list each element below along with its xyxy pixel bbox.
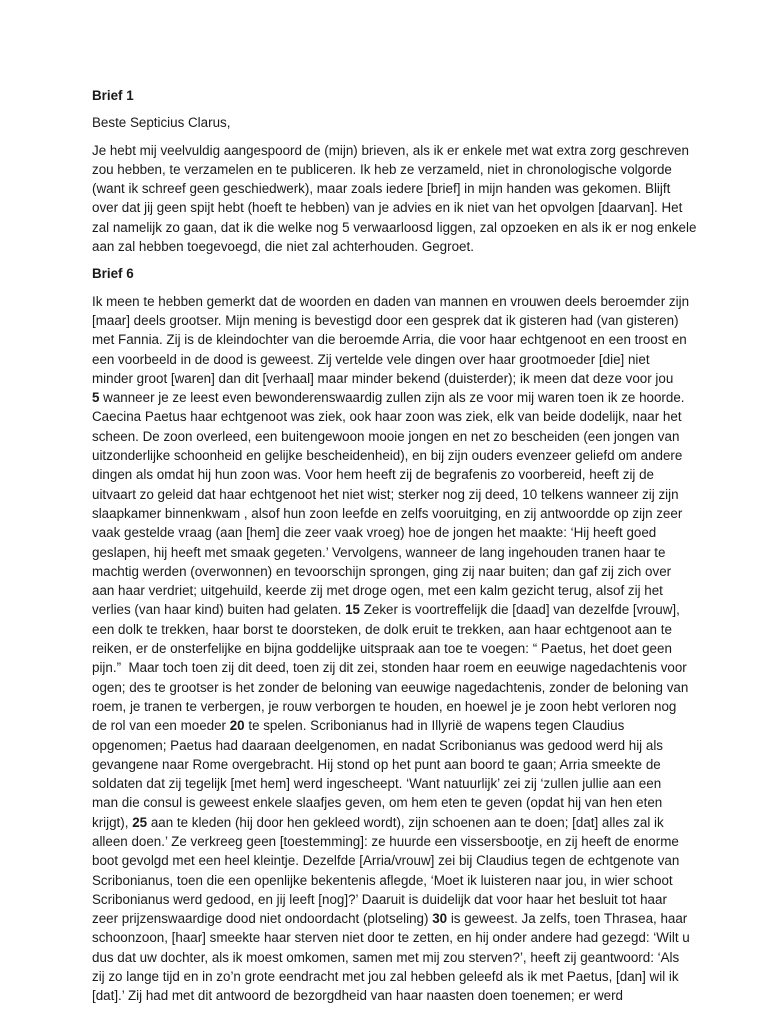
- line-text: aan te kleden (hij door hen gekleed wordt), zijn schoenen aan te doen; [dat] alles zal ik: [147, 814, 664, 830]
- text-line: (want ik schreef geen geschiedwerk), maar zoals iedere [brief] in mijn handen was gekomen. Blijft: [92, 181, 671, 197]
- line-text: wanneer je ze leest even bewonderenswaardig zullen zijn als ze voor mij waren toen ik ze hoorde.: [99, 390, 685, 406]
- line-text: ogen; des te grootser is het zonder de beloning van eeuwige nagedachtenis, zonder de beloning van: [92, 679, 689, 695]
- line-text: Caecina Paetus haar echtgenoot was ziek, ook haar zoon was ziek, elk van beide dodelijk, naar het: [92, 409, 682, 425]
- text-line: [92, 967, 688, 986]
- brief-6-body: [92, 292, 688, 1006]
- line-text: Scribonianus, toen die een openlijke bekentenis aflegde, ‘Moet ik luisteren naar jou, in wier schoot: [92, 872, 673, 888]
- text-line: [92, 620, 688, 639]
- text-line: [92, 465, 688, 484]
- line-text: aan haar verdriet; uitgehuild, keerde zij met droge ogen, met een kalm gezicht terug, alsof zij het: [92, 583, 663, 599]
- line-text: uitvaart zo geleid dat haar echtgenoot het niet wist; sterker nog zij deed, 10 telkens wanneer zij zijn: [92, 486, 679, 502]
- text-line: [92, 485, 688, 504]
- line-text: uitzonderlijke schoonheid en gelijke bescheidenheid), en bij zijn ouders evenzeer geliefd om andere: [92, 448, 683, 464]
- text-line: [92, 600, 688, 619]
- text-line: [92, 369, 688, 388]
- text-line: [92, 871, 688, 890]
- text-line: [92, 543, 688, 562]
- line-text: pijn.” Maar toch toen zij dit deed, toen zij dit zei, stonden haar roem en eeuwige nagedachtenis voor: [92, 660, 687, 676]
- text-line: [92, 793, 688, 812]
- text-line: [92, 523, 688, 542]
- line-text: gevangene naar Rome overgebracht. Hij stond op het punt aan boord te gaan; Arria smeekte de: [92, 756, 661, 772]
- text-line: [92, 330, 688, 349]
- text-line: [92, 755, 688, 774]
- text-line: over dat jij geen spijt hebt (hoeft te hebben) van je advies en ik niet van het opvolgen [daarvan]. Het: [92, 200, 683, 216]
- text-line: [92, 890, 688, 909]
- line-text: machtig werden (overwonnen) en tevoorschijn sprongen, ging zij naar buiten; dan gaf zij zich over: [92, 563, 672, 579]
- line-number-marker: 30: [432, 911, 448, 927]
- line-text: verlies (van haar kind) buiten had gelaten.: [92, 602, 346, 618]
- text-line: [92, 639, 688, 658]
- text-line: [92, 697, 688, 716]
- text-line: [92, 832, 688, 851]
- line-text: Scribonianus werd gedood, en jij leeft [nog]?’ Daaruit is duidelijk dat voor haar het besluit tot haar: [92, 891, 667, 907]
- line-text: vaak gestelde vraag (aan [hem] die zeer vaak vroeg) hoe de jongen het maakte: ‘Hij heeft goed: [92, 525, 657, 541]
- line-text: de rol van een moeder: [92, 718, 230, 734]
- text-line: [92, 350, 688, 369]
- text-line: zou hebben, te verzamelen en te publiceren. Ik heb ze verzameld, niet in chronologische volgorde: [92, 161, 672, 177]
- brief-1-salutation: Beste Septicius Clarus,: [92, 115, 231, 131]
- line-text: een voorbeeld in de dood is geweest. Zij vertelde vele dingen over haar grootmoeder [die] niet: [92, 351, 650, 367]
- line-text: geslapen, hij heeft met smaak gegeten.’ Vervolgens, wanneer de lang ingehouden tranen haar te: [92, 544, 666, 560]
- text-line: [92, 909, 688, 928]
- text-line: [92, 928, 688, 947]
- line-text: schoonzoon, [haar] smeekte haar sterven niet door te zetten, en hij onder andere had gezegd: ‘Wilt u: [92, 930, 690, 946]
- text-line: [92, 581, 688, 600]
- brief-1-heading: Brief 1: [92, 88, 134, 103]
- line-text: Ik meen te hebben gemerkt dat de woorden en daden van mannen en vrouwen deels beroemder zijn: [92, 293, 690, 309]
- line-number-marker: 15: [345, 602, 360, 618]
- text-line: [92, 658, 688, 677]
- line-text: met Fannia. Zij is de kleindochter van die beroemde Arria, die voor haar echtgenoot en een troost en: [92, 332, 687, 348]
- text-line: [92, 427, 688, 446]
- line-text: dingen als omdat hij hun zoon was. Voor hem heeft zij de begrafenis zo voorbereid, heeft zij de: [92, 467, 655, 483]
- line-number-marker: 20: [229, 718, 245, 734]
- text-line: [92, 774, 688, 793]
- line-text: alleen doen.’ Ze verkreeg geen [toestemming]: ze huurde een vissersbootje, en zij heeft de enorme: [92, 833, 679, 849]
- text-line: zal namelijk zo gaan, dat ik die welke nog 5 verwaarloosd liggen, zal opzoeken en als ik er nog enkele: [92, 219, 697, 235]
- line-text: man die consul is geweest enkele slaafjes geven, om hem eten te geven (opdat hij van hen eten: [92, 795, 663, 811]
- text-line: aan zal hebben toegevoegd, die niet zal achterhouden. Gegroet.: [92, 239, 474, 255]
- line-text: opgenomen; Paetus had daaraan deelgenomen, en nadat Scribonianus was gedood werd hij als: [92, 737, 663, 753]
- line-text: soldaten dat zij tegelijk [met hem] werd ingescheept. ‘Want natuurlijk’ zei zij ‘zullen jullie aan een: [92, 776, 662, 792]
- line-text: Zeker is voortreffelijk die [daad] van dezelfde [vrouw],: [360, 602, 680, 618]
- line-number-marker: 25: [132, 814, 148, 830]
- line-text: reiken, er de onsterfelijke en bijna goddelijke uitspraak aan toe te voegen: “ Paetus, het doet geen: [92, 641, 672, 657]
- text-line: [92, 736, 688, 755]
- line-text: te spelen. Scribonianus had in Illyrië de wapens tegen Claudius: [244, 718, 625, 734]
- line-text: boot gevolgd met een heel kleintje. Dezelfde [Arria/vrouw] zei bij Claudius tegen de echtgenote van: [92, 853, 680, 869]
- text-line: [92, 716, 688, 735]
- text-line: [92, 292, 688, 311]
- text-line: [92, 311, 688, 330]
- line-text: is geweest. Ja zelfs, toen Thrasea, haar: [447, 911, 688, 927]
- text-line: [92, 446, 688, 465]
- line-text: slaapkamer binnenkwam , alsof hun zoon leefde en zelfs vooruitging, en zij antwoordde op zijn zeer: [92, 505, 683, 521]
- line-text: dus dat uw dochter, als ik moest omkomen, samen met mij zou sterven?’, heeft zij geantwoord: ‘Als: [92, 949, 680, 965]
- line-text: een dolk te trekken, haar borst te doorsteken, de dolk eruit te trekken, aan haar echtgenoot aan te: [92, 621, 672, 637]
- line-text: krijgt),: [92, 814, 133, 830]
- brief-1-body: [92, 141, 697, 257]
- text-line: [92, 678, 688, 697]
- line-text: scheen. De zoon overleed, een buitengewoon mooie jongen en net zo bescheiden (een jongen van: [92, 428, 680, 444]
- line-text: minder groot [waren] dan dit [verhaal] maar minder bekend (duisterder); ik meen dat deze voor jou: [92, 370, 674, 386]
- text-line: [92, 388, 688, 407]
- text-line: [92, 948, 688, 967]
- text-line: [92, 986, 688, 1005]
- text-line: [92, 851, 688, 870]
- line-text: zij zo lange tijd en in zo’n grote eendracht met jou zal hebben geleefd als ik met Paetus, [dan] wil ik: [92, 969, 679, 985]
- line-text: roem, je tranen te verbergen, je rouw verborgen te houden, en hoewel je je zoon hebt verloren nog: [92, 698, 677, 714]
- line-number-marker: 5: [92, 390, 100, 406]
- brief-6-heading: Brief 6: [92, 266, 134, 282]
- text-line: [92, 504, 688, 523]
- text-line: [92, 407, 688, 426]
- line-text: [maar] deels grootser. Mijn mening is bevestigd door een gesprek dat ik gisteren had (van gisteren): [92, 312, 679, 328]
- text-line: [92, 813, 688, 832]
- text-line: Je hebt mij veelvuldig aangespoord de (mijn) brieven, als ik er enkele met wat extra zorg geschreven: [92, 142, 689, 158]
- text-line: [92, 562, 688, 581]
- line-text: zeer prijzenswaardige dood niet ondoordacht (plotseling): [92, 911, 433, 927]
- line-text: [dat].’ Zij had met dit antwoord de bezorgdheid van haar naasten doen toenemen; er werd: [92, 988, 624, 1004]
